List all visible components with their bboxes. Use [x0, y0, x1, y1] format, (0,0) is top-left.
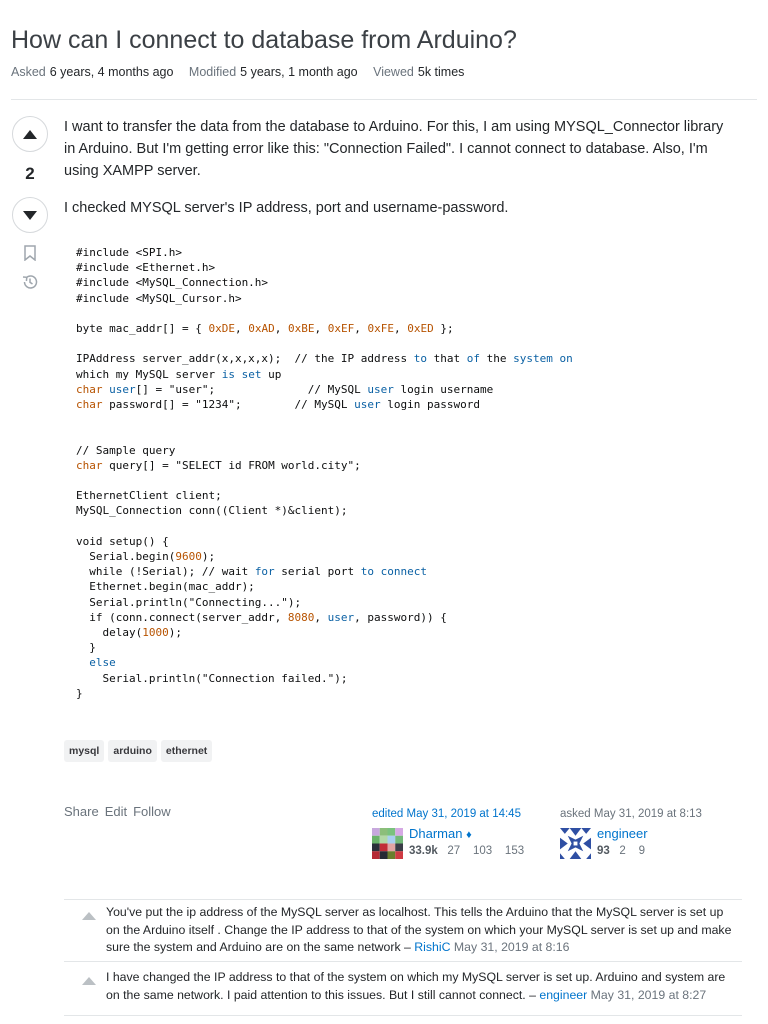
asked-value: 6 years, 4 months ago	[49, 65, 174, 79]
code-line: MySQL_Connection conn((Client *)&client);	[76, 504, 348, 518]
code-line: #include <Ethernet.h>	[76, 261, 216, 275]
bookmark-icon	[23, 245, 37, 261]
tag-mysql[interactable]: mysql	[64, 740, 104, 762]
question-paragraph-1: I want to transfer the data from the database to Arduino. For this, I am using MYSQL_Connector library in Arduino. But I'm getting error like this: "Connection Failed". I cannot connect to database. Also, I'm using XAMPP server.	[64, 119, 724, 179]
asked-label: Asked	[11, 65, 46, 79]
asker-silver-badges: 2	[619, 845, 626, 857]
tag-list	[64, 740, 216, 762]
code-number: 1000	[142, 626, 169, 640]
code-line: #include <SPI.h>	[76, 246, 182, 259]
comment-divider	[64, 1015, 742, 1016]
code-line: delay(	[76, 626, 143, 640]
editor-rep-score: 33.9k	[409, 845, 438, 857]
history-icon	[21, 273, 39, 291]
asker-rep-score: 93	[597, 845, 610, 857]
comments-divider	[64, 899, 742, 900]
modified-value[interactable]: 5 years, 1 month ago	[240, 65, 358, 79]
comment-upvote-button[interactable]	[82, 972, 96, 990]
code-fragment: login password	[380, 398, 481, 412]
code-type: char	[76, 398, 103, 412]
arrow-up-icon	[82, 977, 96, 985]
code-keyword: set	[241, 367, 262, 381]
asked-label[interactable]: asked May 31, 2019 at 8:13	[560, 808, 702, 820]
comment-user[interactable]: RishiC	[414, 940, 451, 954]
code-line: Serial.println("Connecting...");	[76, 595, 302, 609]
code-line: IPAddress server_addr(x,x,x,x); // the IP address	[76, 352, 414, 366]
code-keyword: is	[221, 367, 235, 381]
code-line: #include <MySQL_Cursor.h>	[76, 291, 242, 305]
asker-avatar[interactable]	[560, 828, 591, 864]
code-line: Serial.println("Connection failed.");	[76, 671, 348, 685]
code-number: 8080	[287, 610, 315, 624]
code-fragment: [] = "user"; // MySQL	[135, 382, 368, 396]
header-divider	[11, 99, 757, 100]
editor-bronze-badges: 153	[504, 845, 525, 857]
code-fragment: login username	[393, 382, 494, 396]
code-line: byte mac_addr[] = {	[76, 322, 209, 336]
code-keyword: of	[466, 352, 481, 366]
code-line: }	[76, 641, 96, 655]
code-fragment: up	[261, 367, 282, 381]
code-keyword: user	[354, 398, 381, 412]
code-keyword: user	[367, 382, 394, 396]
code-line: which my MySQL server	[76, 367, 222, 381]
code-number: 0xBE	[287, 322, 315, 336]
editor-gold-badges: 27	[447, 845, 461, 857]
tag-ethernet[interactable]: ethernet	[161, 740, 212, 762]
code-number: 0xDE	[208, 322, 235, 336]
post-actions	[64, 804, 177, 819]
code-line: Ethernet.begin(mac_addr);	[76, 580, 255, 594]
bookmark-button[interactable]	[23, 245, 37, 266]
edit-link[interactable]: Edit	[104, 804, 128, 819]
upvote-button[interactable]	[12, 116, 48, 152]
editor-reputation	[409, 845, 524, 857]
editor-name[interactable]	[409, 826, 472, 841]
comment-upvote-button[interactable]	[82, 907, 96, 925]
code-line: if (conn.connect(server_addr,	[76, 610, 288, 624]
code-number: 0xFE	[367, 322, 394, 336]
code-line: void setup() {	[76, 534, 169, 548]
comment-date[interactable]: May 31, 2019 at 8:27	[590, 987, 707, 1002]
comment-text: I have changed the IP address to that of the system on which my MySQL server is set up. Arduino and system are on the same network. I paid attention to this issues. But I still cannot connect. –	[106, 970, 726, 1002]
editor-avatar[interactable]	[372, 828, 403, 864]
comment	[106, 904, 738, 957]
code-keyword: on	[559, 352, 573, 366]
code-line: #include <MySQL_Connection.h>	[76, 276, 269, 290]
viewed-label: Viewed	[373, 65, 414, 79]
code-fragment: serial port	[274, 565, 361, 579]
arrow-up-icon	[23, 130, 37, 139]
code-type: char	[76, 458, 103, 472]
follow-link[interactable]: Follow	[133, 804, 171, 819]
arrow-down-icon	[23, 211, 37, 220]
tag-arduino[interactable]: arduino	[108, 740, 157, 762]
editor-username[interactable]: Dharman	[409, 826, 463, 841]
code-line: }	[76, 686, 83, 700]
share-link[interactable]: Share	[64, 804, 99, 819]
code-line: while (!Serial); // wait	[76, 565, 255, 579]
asker-bronze-badges: 9	[638, 845, 645, 857]
code-keyword: for	[254, 565, 275, 579]
modified-label: Modified	[188, 65, 237, 79]
code-line: EthernetClient client;	[76, 489, 222, 503]
question-meta	[11, 65, 476, 79]
code-number: 0xED	[407, 322, 434, 336]
code-fragment: , password)) {	[354, 610, 447, 624]
arrow-up-icon	[82, 912, 96, 920]
asker-name[interactable]: engineer	[597, 826, 648, 841]
code-keyword: to	[360, 565, 375, 579]
comment-divider	[64, 961, 742, 962]
comment-text: You've put the ip address of the MySQL server as localhost. This tells the Arduino that the MySQL server is set up on the Arduino itself . Change the IP address to that of the system on which your MySQL server is set up and make sure the system and Arduino are on the same network –	[106, 905, 732, 954]
code-keyword: user	[327, 610, 355, 624]
code-number: 0xAD	[248, 322, 275, 336]
code-fragment: );	[201, 550, 216, 564]
comment-user[interactable]: engineer	[539, 987, 588, 1002]
avatar-identicon	[560, 828, 591, 859]
comment	[106, 969, 738, 1004]
moderator-diamond-icon: ♦	[466, 829, 472, 841]
history-button[interactable]	[21, 273, 39, 296]
viewed-value: 5k times	[417, 65, 465, 79]
code-keyword: connect	[380, 565, 428, 579]
code-fragment: };	[433, 322, 454, 336]
code-line: // Sample query	[76, 443, 176, 457]
code-keyword: to	[413, 352, 428, 366]
code-fragment: that	[427, 352, 467, 366]
code-fragment: );	[168, 626, 182, 640]
downvote-button[interactable]	[12, 197, 48, 233]
code-number: 9600	[175, 550, 202, 564]
question-paragraph-2: I checked MYSQL server's IP address, port and username-password.	[64, 200, 509, 216]
code-type: char	[76, 382, 103, 396]
code-fragment: query[] = "SELECT id FROM world.city";	[102, 458, 361, 472]
question-title[interactable]: How can I connect to database from Arduino?	[11, 26, 517, 54]
code-keyword: system	[513, 352, 553, 366]
code-line: Serial.begin(	[76, 550, 176, 564]
code-fragment: the	[480, 352, 514, 366]
code-block: #include <SPI.h> #include <Ethernet.h> #include <MySQL_Connection.h> #include <MySQL_Cursor.h> byte mac_addr[] = { 0xDE, 0xAD, 0xBE, 0xEF, 0xFE, 0xED }; IPAddress server_addr(x,x,x,x); // the IP address to that of the system on which my MySQL server is set up char user[] = "user"; // MySQL user login username char password[] = "1234"; // MySQL user login password // Sample query char query[] = "SELECT id FROM world.city"; EthernetClient client; MySQL_Connection conn((Client *)&client); void setup() { Serial.begin(9600); while (!Serial); // wait for serial port to connect Ethernet.begin(mac_addr); Serial.println("Connecting..."); if (conn.connect(server_addr, 8080, user, password)) { delay(1000); } else Serial.println("Connection failed."); }	[76, 246, 573, 700]
asker-reputation	[597, 845, 645, 857]
comment-date[interactable]: May 31, 2019 at 8:16	[453, 940, 570, 954]
code-fragment: password[] = "1234"; // MySQL	[102, 398, 355, 412]
avatar-identicon	[372, 828, 403, 859]
code-keyword: user	[109, 382, 136, 396]
code-number: 0xEF	[327, 322, 355, 336]
editor-silver-badges: 103	[472, 845, 493, 857]
vote-count: 2	[25, 164, 35, 183]
edited-label[interactable]: edited May 31, 2019 at 14:45	[372, 808, 521, 820]
code-keyword: else	[89, 656, 116, 670]
